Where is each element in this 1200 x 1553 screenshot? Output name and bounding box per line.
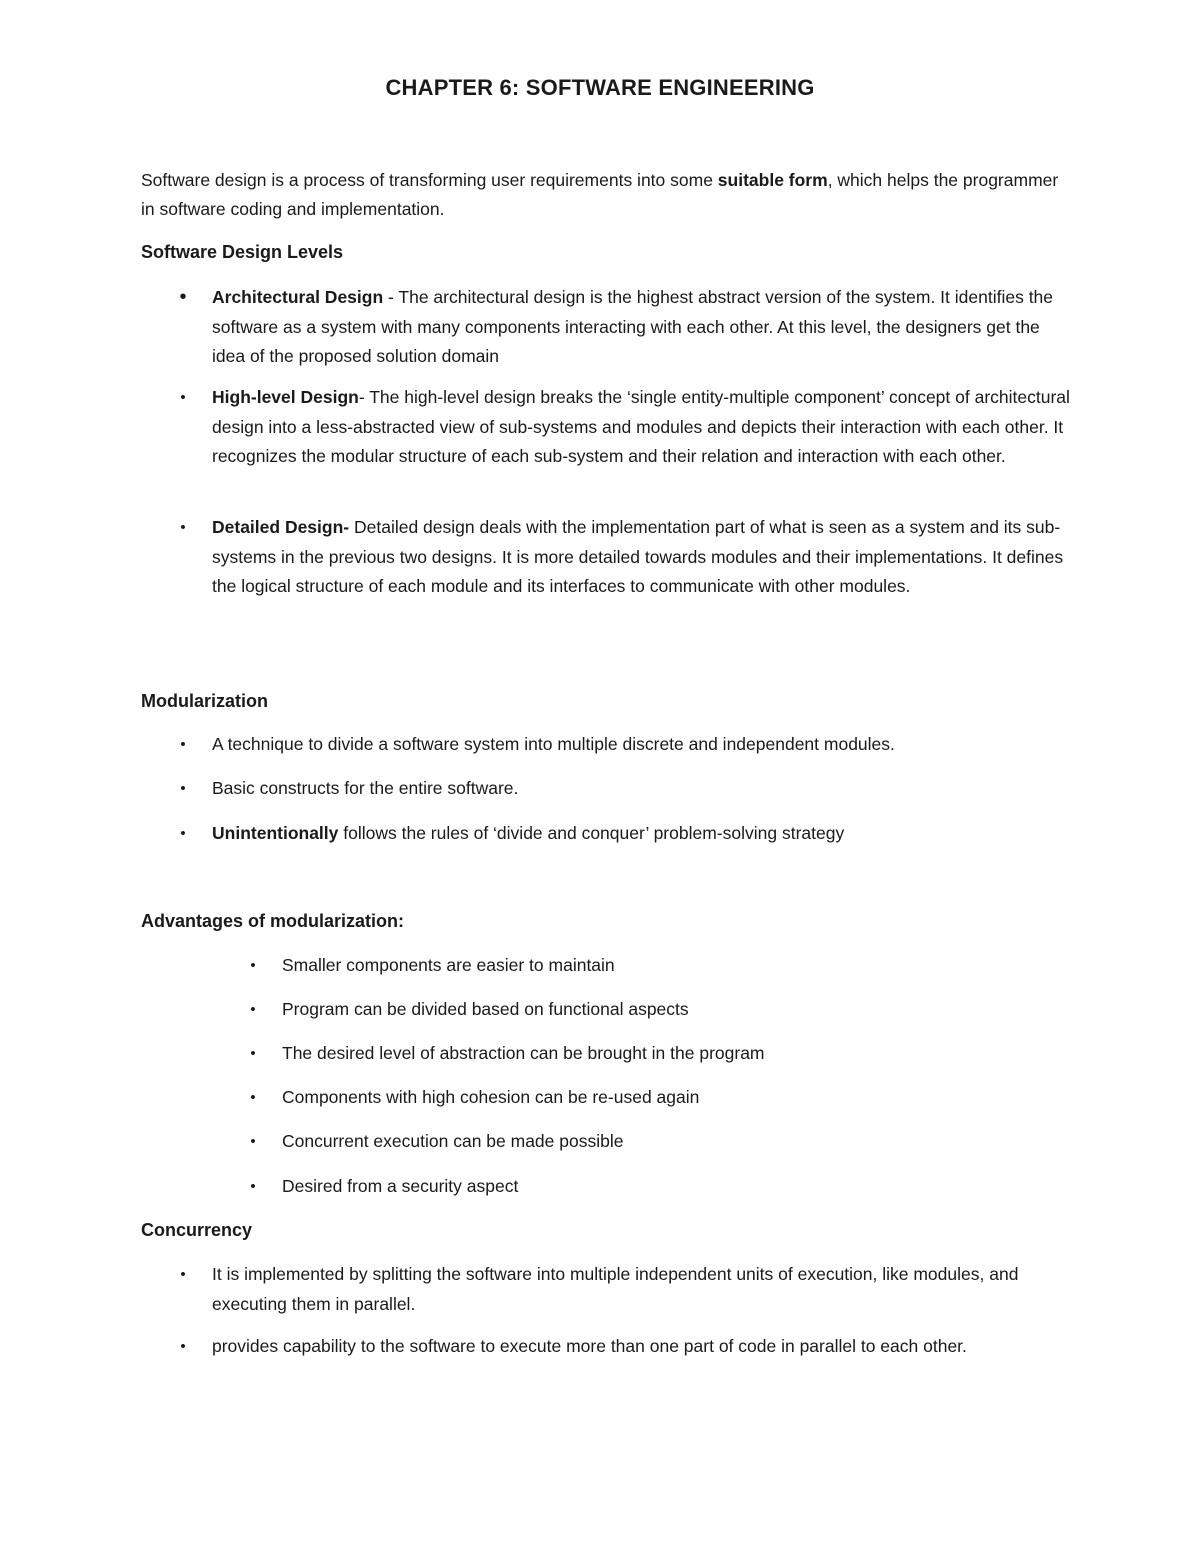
section-heading-advantages: Advantages of modularization: <box>141 911 405 931</box>
list-item <box>180 730 1072 760</box>
bullet-icon: • <box>250 957 256 974</box>
list-item-architectural-design <box>179 283 1072 372</box>
list-item-text: follows the rules of ‘divide and conquer’ problem-solving strategy <box>338 823 845 843</box>
intro-text-start: Software design is a process of transforming user requirements into some <box>141 170 718 190</box>
bullet-icon: • <box>180 780 186 797</box>
list-item-text: A technique to divide a software system into multiple discrete and independent modules. <box>212 734 895 754</box>
list-item-text: Smaller components are easier to maintain <box>282 955 615 975</box>
list-item-term: Detailed Design- <box>212 517 350 537</box>
bullet-icon: • <box>250 1178 256 1195</box>
list-item-text: Concurrent execution can be made possible <box>282 1131 624 1151</box>
intro-text-end: , which helps the programmer in software coding and implementation. <box>141 170 1059 219</box>
list-item <box>250 1083 1082 1113</box>
list-item <box>250 1127 1082 1157</box>
section-heading-modularization: Modularization <box>141 691 268 711</box>
section-heading-design-levels: Software Design Levels <box>141 242 344 262</box>
list-item-text: It is implemented by splitting the software into multiple independent units of execution, like modules, and executing them in parallel. <box>212 1264 1019 1314</box>
section-heading-concurrency: Concurrency <box>141 1220 253 1240</box>
list-item <box>250 1172 1082 1202</box>
list-item-term: Unintentionally <box>212 823 339 843</box>
list-item <box>250 951 1082 981</box>
list-item <box>250 1039 1082 1069</box>
bullet-icon: • <box>180 389 186 406</box>
bullet-icon: • <box>180 1338 186 1355</box>
bullet-icon: • <box>250 1133 256 1150</box>
list-item <box>180 819 1072 849</box>
bullet-icon: • <box>250 1045 256 1062</box>
list-item-term: Architectural Design <box>212 287 384 307</box>
bullet-icon: • <box>180 519 186 536</box>
list-item-text: The desired level of abstraction can be brought in the program <box>282 1043 765 1063</box>
list-item <box>180 774 1072 804</box>
list-item-text: provides capability to the software to execute more than one part of code in parallel to each other. <box>212 1336 967 1356</box>
list-item-text: Detailed design deals with the implementation part of what is seen as a system and its sub-systems in the previous two designs. It is more detailed towards modules and their implementations. It defines the logical structure of each module and its interfaces to communicate with other modules. <box>212 517 1064 596</box>
list-item <box>180 1332 1072 1362</box>
bullet-icon: • <box>180 1266 186 1283</box>
bullet-icon: • <box>250 1089 256 1106</box>
list-item-text: Basic constructs for the entire software. <box>212 778 519 798</box>
bullet-icon: • <box>180 825 186 842</box>
bullet-icon: • <box>179 286 187 308</box>
intro-bold-term: suitable form <box>717 170 828 190</box>
list-item <box>250 995 1082 1025</box>
intro-paragraph <box>141 166 1061 224</box>
list-item-detailed-design <box>180 513 1072 602</box>
page-title: CHAPTER 6: SOFTWARE ENGINEERING <box>385 75 815 100</box>
bullet-icon: • <box>250 1001 256 1018</box>
list-item-text: - The high-level design breaks the ‘single entity-multiple component’ concept of architectural design into a less-abstracted view of sub-systems and modules and depicts their interaction with each other. It recognizes the modular structure of each sub-system and their relation and interaction with each other. <box>212 387 1070 466</box>
list-item-text: Components with high cohesion can be re-used again <box>282 1087 700 1107</box>
bullet-icon: • <box>180 736 186 753</box>
list-item-high-level-design <box>180 383 1072 472</box>
list-item-text: - The architectural design is the highest abstract version of the system. It identifies the software as a system with many components interacting with each other. At this level, the designers get the idea of the proposed solution domain <box>212 287 1054 366</box>
list-item-text: Program can be divided based on functional aspects <box>282 999 689 1019</box>
list-item-term: High-level Design <box>212 387 359 407</box>
list-item-text: Desired from a security aspect <box>282 1176 519 1196</box>
list-item <box>180 1260 1072 1319</box>
